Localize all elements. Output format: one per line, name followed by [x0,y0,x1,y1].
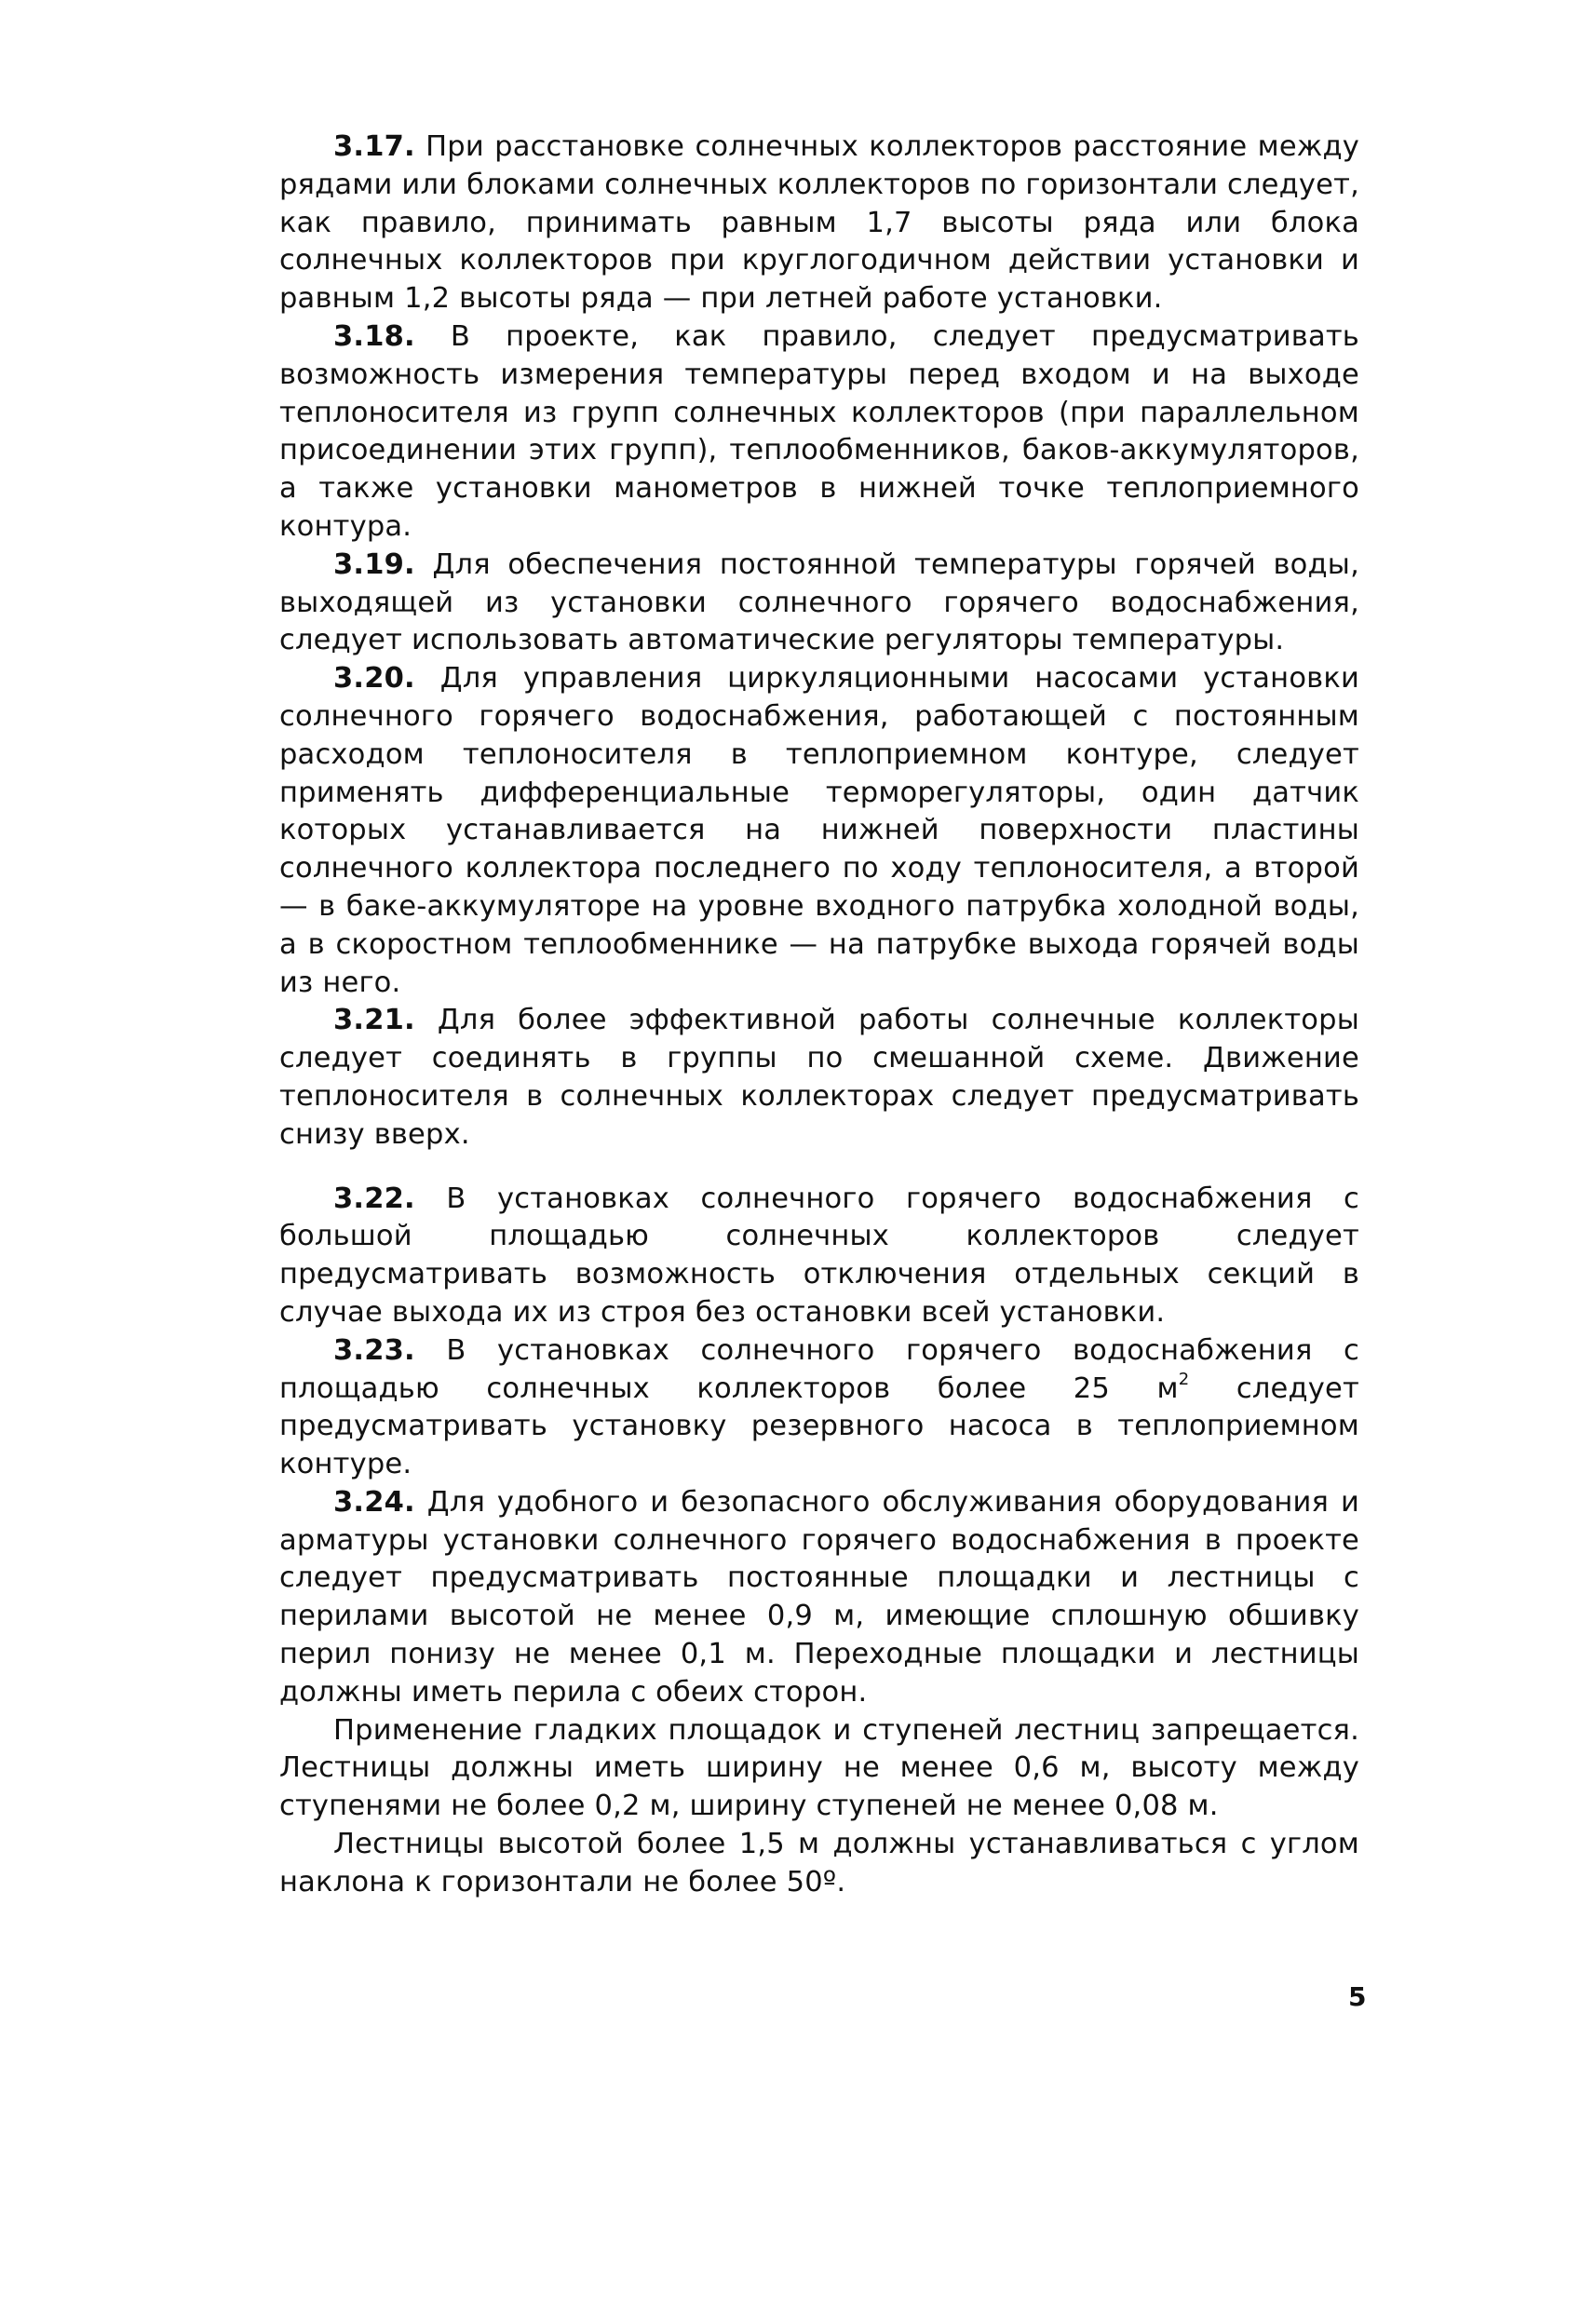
clause-text: Для более эффективной работы солнечные коллекторы следует соединять в группы по смешанной схеме. Движение теплоносителя в солнечных коллекторах следует предусматривать снизу вверх. [279,1004,1359,1151]
clause-3-22 [279,1181,1359,1332]
clause-text: В установках солнечного горячего водоснабжения с площадью солнечных коллекторов более 25 м [279,1333,1359,1405]
document-body [279,128,1359,1902]
clause-number: 3.19. [333,547,415,581]
clause-text: В установках солнечного горячего водоснабжения с большой площадью солнечных коллекторов следует предусматривать возможность отключения отдельных секций в случае выхода их из строя без остановки всей установки. [279,1182,1359,1329]
page-number: 5 [1348,1981,1367,2012]
paragraph-stairs-requirements [279,1712,1359,1826]
clause-text: Для управления циркуляционными насосами установки солнечного горячего водоснабжения, работающей с постоянным расходом теплоносителя в теплоприемном контуре, следует применять дифференциальные терморегуляторы, один датчик которых устанавливается на нижней поверхности пластины солнечного коллектора последнего по ходу теплоносителя, а второй — в баке-аккумуляторе на уровне входного патрубка холодной воды, а в скоростном теплообменнике — на патрубке выхода горячей воды из него. [279,662,1359,999]
clause-number: 3.18. [333,319,415,353]
clause-text: Для удобного и безопасного обслуживания оборудования и арматуры установки солнечного горячего водоснабжения в проекте следует предусматривать постоянные площадки и лестницы с перилами высотой не менее 0,9 м, имеющие сплошную обшивку перил понизу не менее 0,1 м. Переходные площадки и лестницы должны иметь перила с обеих сторон. [279,1485,1359,1709]
superscript-2: 2 [1178,1369,1190,1389]
clause-number: 3.17. [333,130,415,163]
clause-3-19 [279,547,1359,660]
paragraph-stairs-angle [279,1826,1359,1902]
clause-text: В проекте, как правило, следует предусматривать возможность измерения температуры перед входом и на выходе теплоносителя из групп солнечных коллекторов (при параллельном присоединении этих групп), теплообменников, баков-аккумуляторов, а также установки манометров в нижней точке теплоприемного контура. [279,319,1359,543]
clause-number: 3.24. [333,1485,415,1519]
clause-number: 3.22. [333,1182,415,1215]
clause-number: 3.23. [333,1333,415,1367]
clause-3-17 [279,128,1359,318]
clause-3-24 [279,1484,1359,1712]
clause-3-23 [279,1332,1359,1484]
paragraph-text: Применение гладких площадок и ступеней лестниц запрещается. Лестницы должны иметь ширину не менее 0,6 м, высоту между ступенями не более 0,2 м, ширину ступеней не менее 0,08 м. [279,1713,1359,1823]
clause-text: При расстановке солнечных коллекторов расстояние между рядами или блоками солнечных коллекторов по горизонтали следует, как правило, принимать равным 1,7 высоты ряда или блока солнечных коллекторов при круглогодичном действии установки и равным 1,2 высоты ряда — при летней работе установки. [279,130,1359,316]
clause-3-20 [279,660,1359,1002]
clause-3-18 [279,318,1359,547]
paragraph-text: Лестницы высотой более 1,5 м должны устанавливаться с углом наклона к горизонтали не более 50º. [279,1828,1359,1898]
clause-number: 3.20. [333,662,415,696]
clause-number: 3.21. [333,1004,415,1037]
clause-text-continued: следует предусматривать установку резервного насоса в теплоприемном контуре. [279,1371,1359,1481]
clause-text: Для обеспечения постоянной температуры горячей воды, выходящей из установки солнечного горячего водоснабжения, следует использовать автоматические регуляторы температуры. [279,547,1359,657]
clause-3-21 [279,1002,1359,1154]
